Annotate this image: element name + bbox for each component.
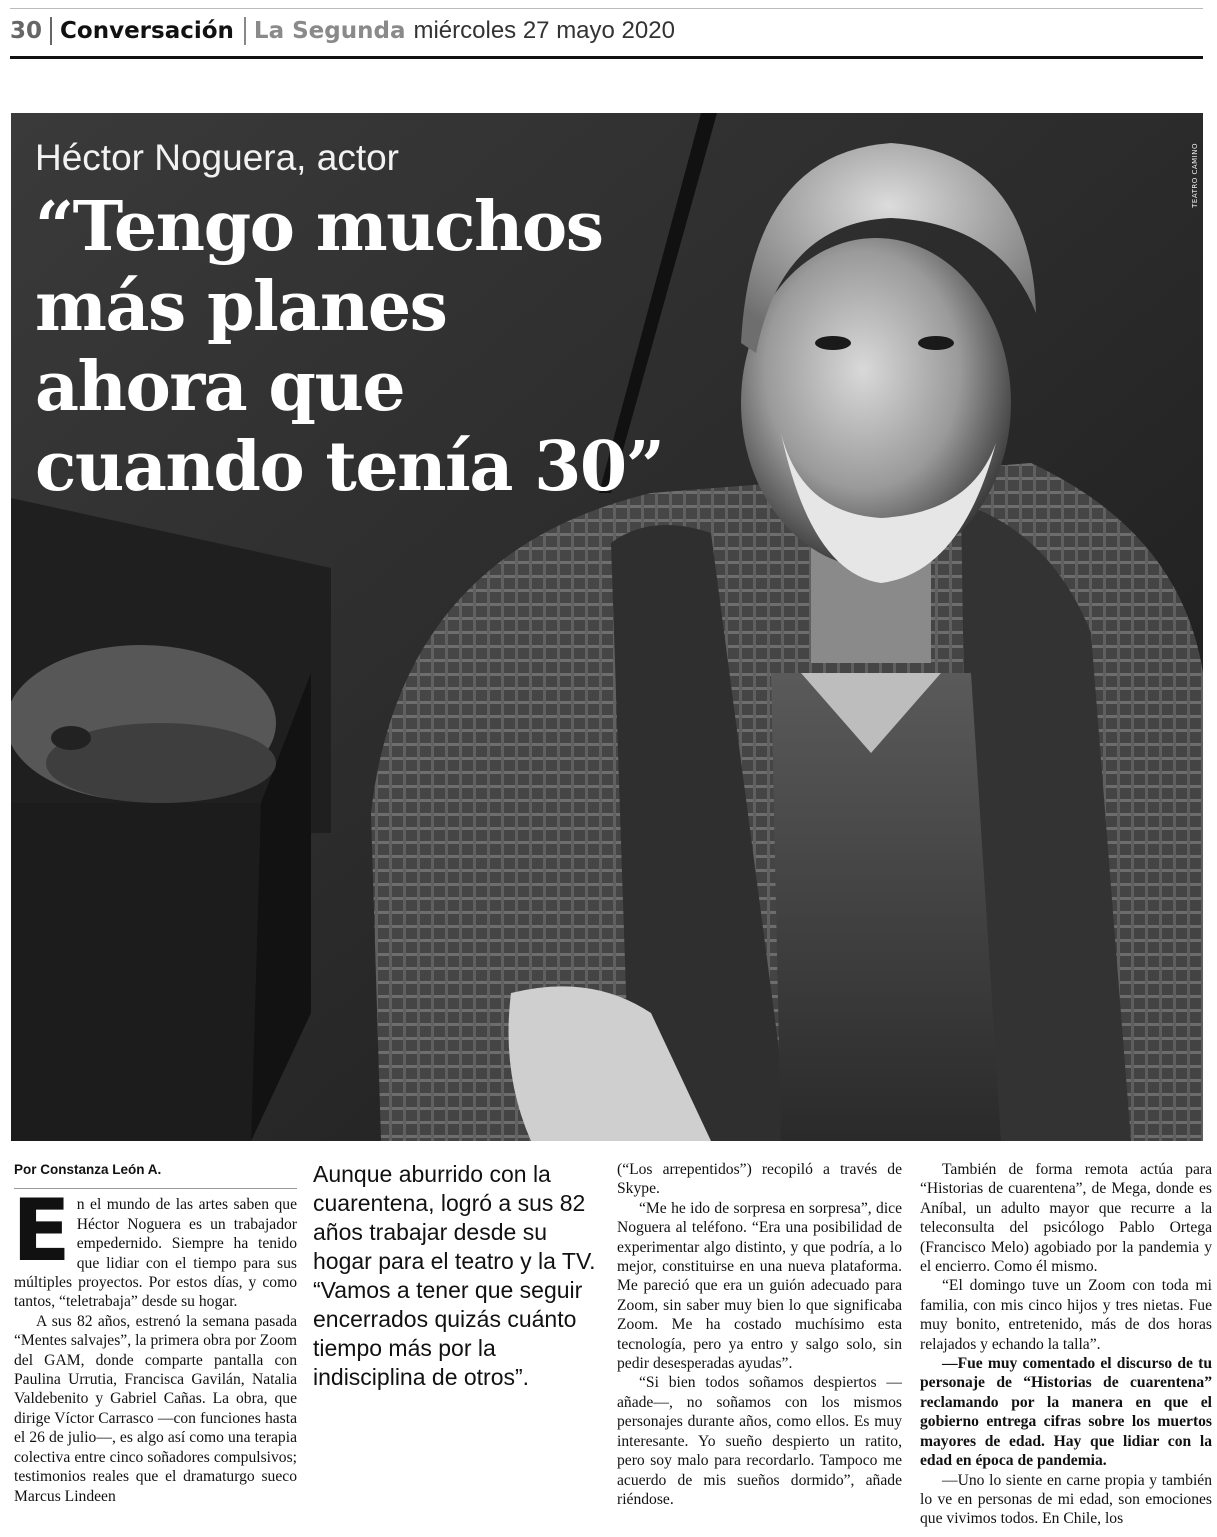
page-header	[10, 14, 1203, 48]
article-paragraph: “Me he ido de sorpresa en sorpresa”, dice Noguera al teléfono. “Era una posibilidad de experimentar algo distinto, y que podría, a lo mejor, constituirse en una nueva plataforma. Me pareció que era un guión adecuado para Zoom, sin saber muy bien lo que significaba Zoom. Me ha costado muchísimo esta tecnología, pero ya entro y salgo solo, sin pedir desesperadas ayudas”.	[617, 1199, 902, 1373]
article-paragraph: (“Los arrepentidos”) recopiló a través de Skype.	[617, 1161, 902, 1198]
article-paragraph: “Si bien todos soñamos despiertos —añade—, no soñamos con los mismos personajes durante años, como ellos. Es muy interesante. Yo sueño despierto un ratito, pero soy malo para recordarlo. Tampoco me acuerdo de mis sueños dormido”, añade riéndose.	[617, 1374, 902, 1508]
article-paragraph: —Uno lo siente en carne propia y también lo ve en personas de mi edad, son emociones que vivimos todos. En Chile, los	[920, 1471, 1212, 1528]
drop-cap: E	[12, 1181, 71, 1282]
pull-quote: Aunque aburrido con la cuarentena, logró a sus 82 años trabajar desde su hogar para el teatro y la TV. “Vamos a tener que seguir encerrados quizás cuánto tiempo más por la indisciplina de otros”.	[313, 1161, 596, 1390]
section-name: Conversación	[52, 17, 246, 45]
article-paragraph	[12, 1181, 297, 1311]
headline	[35, 187, 675, 507]
newspaper-name: La Segunda	[253, 18, 406, 44]
header-rule	[10, 56, 1203, 59]
issue-date: miércoles 27 mayo 2020	[413, 17, 675, 44]
top-rule	[10, 8, 1203, 9]
headline-line: cuando tenía 30”	[35, 427, 664, 507]
portrait-photo	[11, 113, 1203, 1141]
article-column-4	[920, 1160, 1212, 1529]
article-column-1	[14, 1160, 297, 1506]
interview-question: —Fue muy comentado el discurso de tu personaje de “Historias de cuarentena” reclamando por la manera en que el gobierno entrega cifras sobre los muertos mayores de edad. Hay que lidiar con la edad en época de pandemia.	[920, 1355, 1212, 1470]
article-paragraph: “El domingo tuve un Zoom con toda mi familia, con mis cinco hijos y tres nietas. Fue muy bonito, entretenido, más de dos horas relajados y echando la talla”.	[920, 1277, 1212, 1353]
headline-line: “Tengo muchos	[35, 187, 603, 267]
headline-line: ahora que	[35, 347, 405, 427]
article-paragraph: A sus 82 años, estrenó la semana pasada “Mentes salvajes”, la primera obra por Zoom del GAM, donde comparte pantalla con Paulina Urrutia, Francisca Gavilán, Natalia Valdebenito y Gabriel Cañas. La obra, que dirige Víctor Carrasco —con funciones hasta el 26 de julio—, es algo así como una terapia colectiva entre cinco soñadores compulsivos; testimonios reales que el dramaturgo sueco Marcus Lindeen	[14, 1312, 297, 1505]
headline-line: más planes	[35, 267, 447, 347]
byline: Por Constanza León A.	[14, 1160, 297, 1189]
article-paragraph: También de forma remota actúa para “Historias de cuarentena”, de Mega, donde es Aníbal, un adulto mayor que recurre a la teleconsulta del psicólogo Pablo Ortega (Francisco Melo) agobiado por la pandemia y el encierro. Como él mismo.	[920, 1161, 1212, 1276]
pull-quote-column	[313, 1160, 598, 1392]
paragraph-text: n el mundo de las artes saben que Héctor Noguera es un trabajador empedernido. Siempre ha tenido que lidiar con el tiempo para sus múltiples proyectos. Por estos días, y como tantos, “teletrabaja” desde su hogar.	[14, 1196, 297, 1311]
article-column-3	[617, 1160, 902, 1509]
page-number: 30	[10, 17, 52, 45]
headline-kicker: Héctor Noguera, actor	[35, 137, 400, 178]
photo-credit: TEATRO CAMINO	[1191, 143, 1199, 208]
